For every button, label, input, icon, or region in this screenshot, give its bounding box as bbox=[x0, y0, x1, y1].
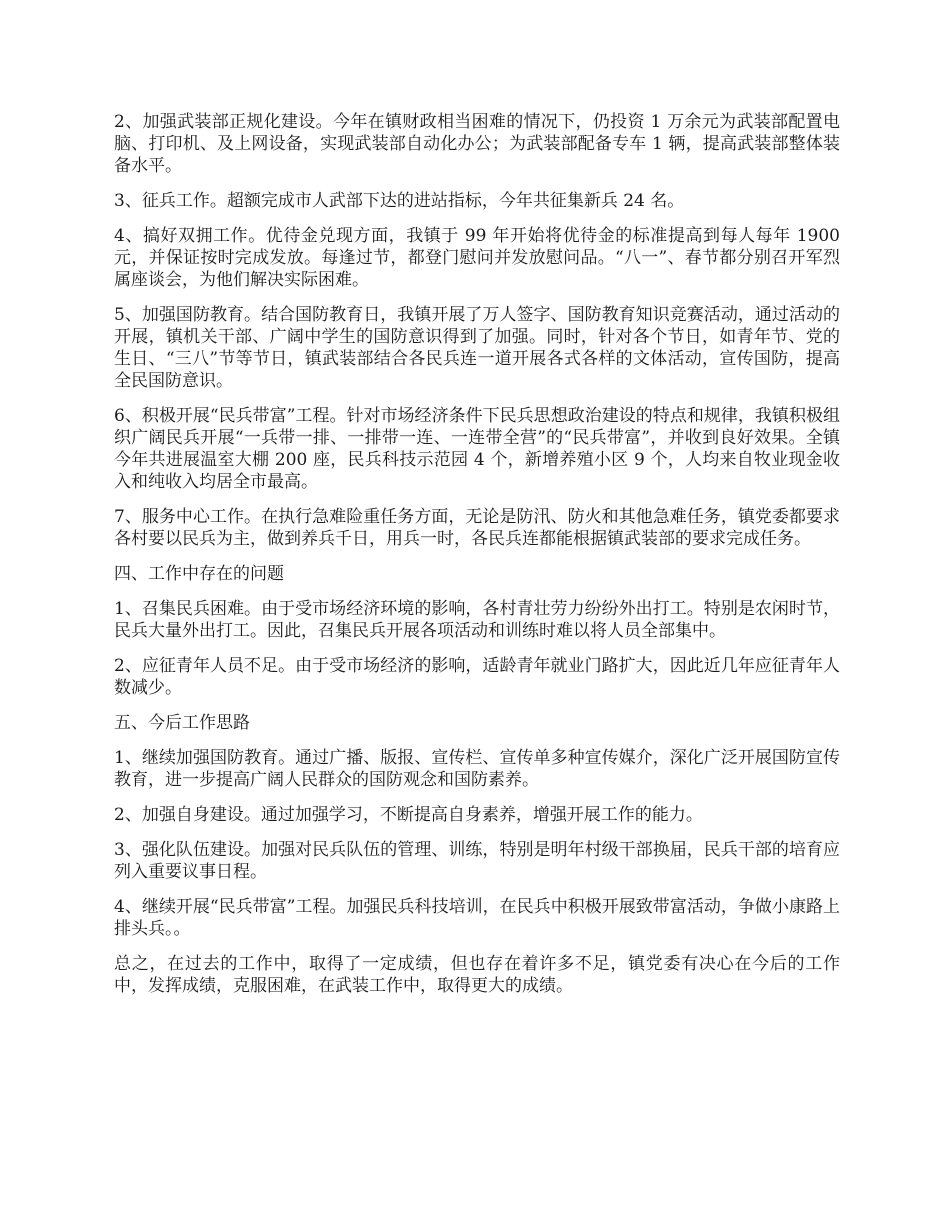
para-double-support: 4、搞好双拥工作。优待金兑现方面，我镇于 99 年开始将优待金的标准提高到每人每年 1900 元，并保证按时完成发放。每逢过节，都登门慰问并发放慰问品。“八一”、春节都分别召开军烈属座谈会，为他们解决实际困难。 bbox=[114, 226, 840, 290]
para-militia-prosperity: 6、积极开展“民兵带富”工程。针对市场经济条件下民兵思想政治建设的特点和规律，我镇积极组织广阔民兵开展“一兵带一排、一排带一连、一连带全营”的“民兵带富”，并收到良好效果。全镇今年共进展温室大棚 200 座，民兵科技示范园 4 个，新增养殖小区 9 个，人均来自牧业现金收入和纯收入均居全市最高。 bbox=[114, 406, 840, 492]
para-national-defense-education: 5、加强国防教育。结合国防教育日，我镇开展了万人签字、国防教育知识竞赛活动，通过活动的开展，镇机关干部、广阔中学生的国防意识得到了加强。同时，针对各个节日，如青年节、党的生日、“三八”节等节日，镇武装部结合各民兵连一道开展各式各样的文体活动，宣传国防，提高全民国防意识。 bbox=[114, 305, 840, 391]
para-armed-dept-standardization: 2、加强武装部正规化建设。今年在镇财政相当困难的情况下，仍投资 1 万余元为武装部配置电脑、打印机、及上网设备，实现武装部自动化办公；为武装部配备专车 1 辆，提高武装部整体装备水平。 bbox=[114, 112, 840, 176]
para-problem-youth-shortage: 2、应征青年人员不足。由于受市场经济的影响，适龄青年就业门路扩大，因此近几年应征青年人数减少。 bbox=[114, 656, 840, 698]
document-body bbox=[114, 111, 840, 1010]
para-future-self-building: 2、加强自身建设。通过加强学习，不断提高自身素养，增强开展工作的能力。 bbox=[114, 805, 703, 825]
para-future-prosperity: 4、继续开展“民兵带富”工程。加强民兵科技培训，在民兵中积极开展致带富活动，争做小康路上排头兵。。 bbox=[114, 897, 840, 939]
para-future-education: 1、继续加强国防教育。通过广播、版报、宣传栏、宣传单多种宣传媒介，深化广泛开展国防宣传教育，进一步提高广阔人民群众的国防观念和国防素养。 bbox=[114, 748, 840, 790]
para-problem-recruiting: 1、召集民兵困难。由于受市场经济环境的影响，各村青壮劳力纷纷外出打工。特别是农闲时节，民兵大量外出打工。因此，召集民兵开展各项活动和训练时难以将人员全部集中。 bbox=[114, 599, 840, 641]
para-service-center: 7、服务中心工作。在执行急难险重任务方面，无论是防汛、防火和其他急难任务，镇党委都要求各村要以民兵为主，做到养兵千日，用兵一时，各民兵连都能根据镇武装部的要求完成任务。 bbox=[114, 507, 840, 549]
para-conscription: 3、征兵工作。超额完成市人武部下达的进站指标，今年共征集新兵 24 名。 bbox=[114, 191, 685, 211]
para-future-team-building: 3、强化队伍建设。加强对民兵队伍的管理、训练，特别是明年村级干部换届，民兵干部的培育应列入重要议事日程。 bbox=[114, 840, 840, 882]
para-conclusion: 总之，在过去的工作中，取得了一定成绩，但也存在着许多不足，镇党委有决心在今后的工作中，发挥成绩，克服困难，在武装工作中，取得更大的成绩。 bbox=[114, 954, 840, 996]
section-heading-problems: 四、工作中存在的问题 bbox=[114, 564, 284, 584]
section-heading-future: 五、今后工作思路 bbox=[114, 713, 250, 733]
